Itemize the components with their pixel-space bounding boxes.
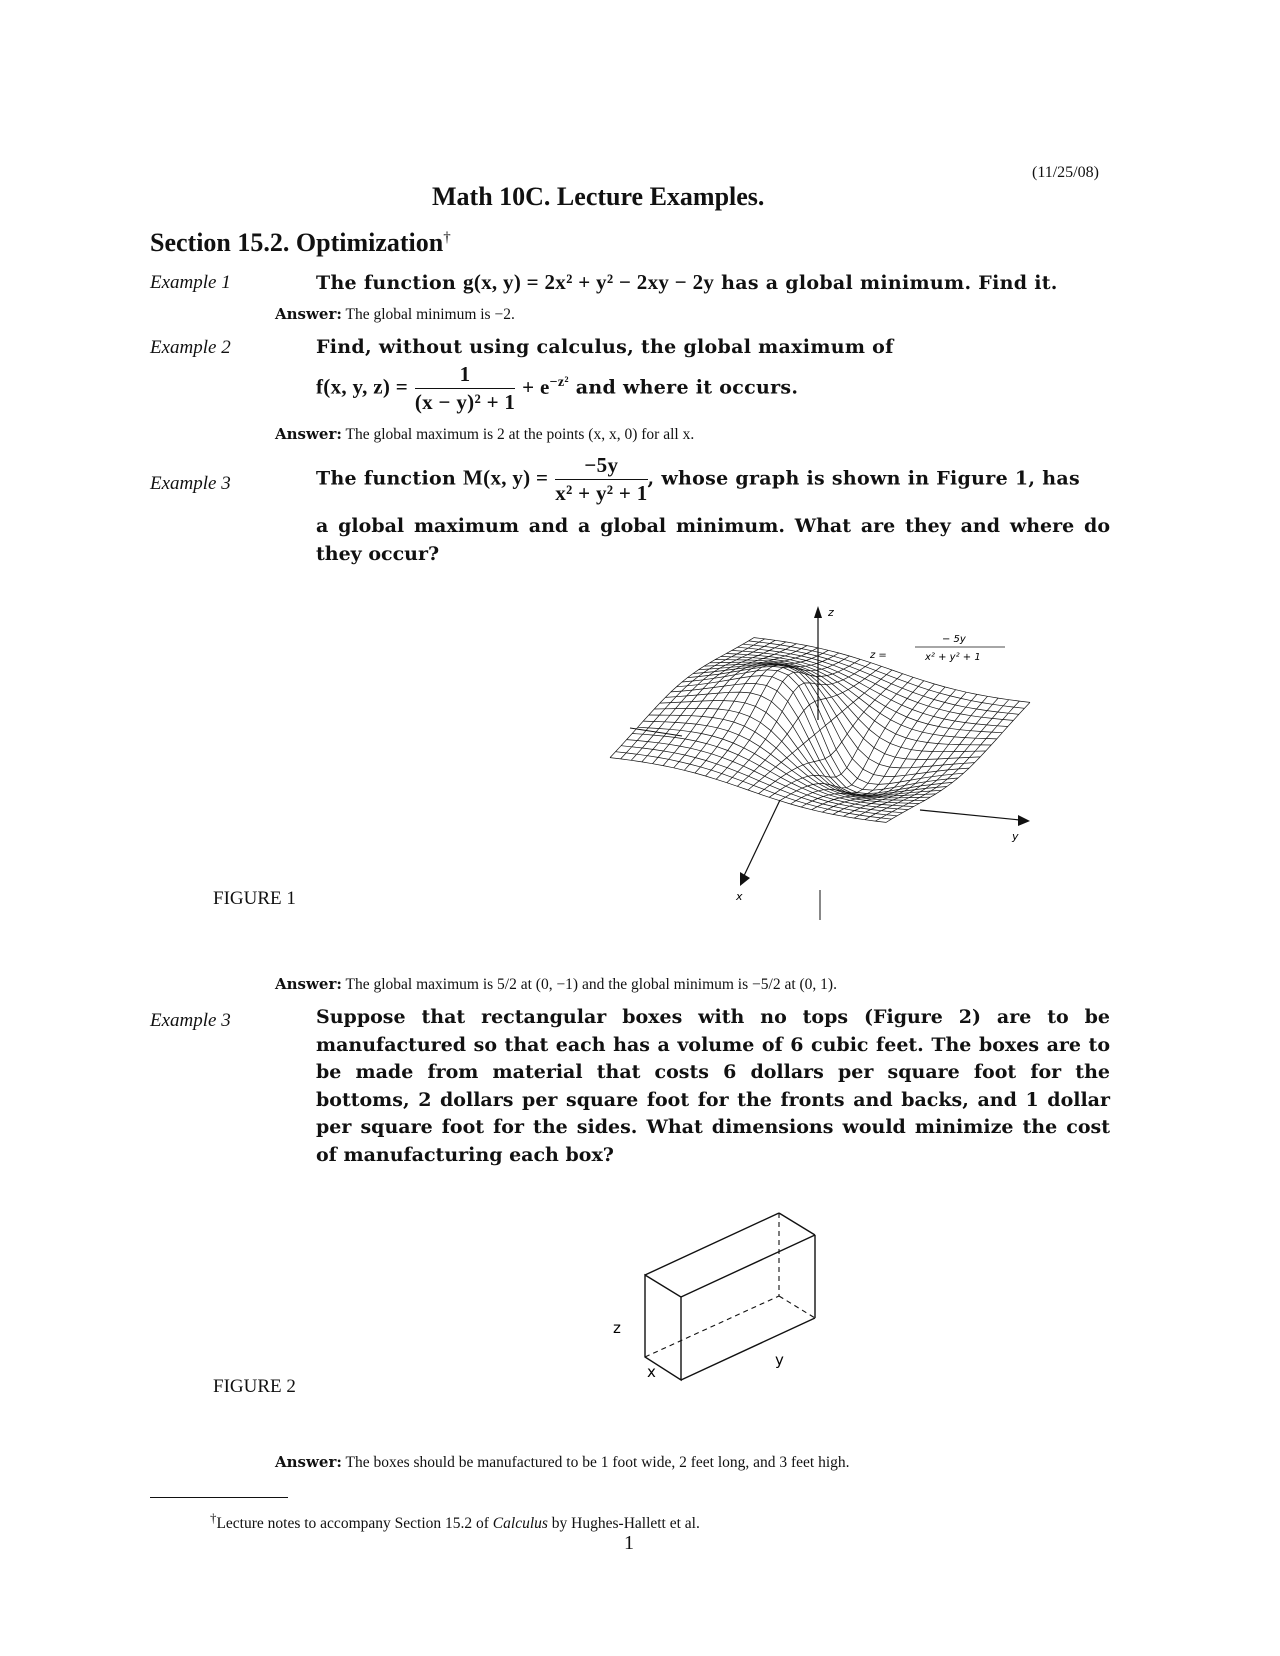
- box-x-label: x: [647, 1363, 656, 1381]
- footnote: [210, 1510, 700, 1533]
- example-1-text-after: has a global minimum. Find it.: [721, 272, 1058, 294]
- footnote-rule: [150, 1497, 288, 1498]
- footnote-before: Lecture notes to accompany Section 15.2 of: [216, 1515, 489, 1533]
- section-footnote-mark: †: [443, 229, 451, 246]
- example-1-answer: [275, 305, 515, 324]
- figure-2-label: FIGURE 2: [213, 1376, 296, 1397]
- box-top-right-edge: [779, 1213, 815, 1235]
- mesh-line-y: [791, 684, 935, 804]
- example-3-formula-line: [316, 453, 1080, 506]
- example-1-question: [316, 270, 1058, 295]
- example-3-continuation: a global maximum and a global minimum. What are they and where do they occur?: [316, 515, 1110, 565]
- example-2-formula-line: [316, 362, 798, 415]
- example-4-text: Suppose that rectangular boxes with no tops (Figure 2) are to be manufactured so that each has a volume of 6 cubic feet. The boxes are to be made from material that costs 6 dollars per square foot for the bottoms, 2 dollars per square foot for the fronts and backs, and 1 dollar per square foot for the sides. What dimensions would minimize the cost of manufacturing each box?: [316, 1006, 1110, 1166]
- y-axis: [920, 810, 1020, 820]
- mesh-line-y: [706, 656, 850, 776]
- mesh-line-y: [886, 702, 1030, 822]
- section-title: Section 15.2. Optimization: [150, 228, 444, 257]
- example-2-label: Example 2: [150, 337, 231, 358]
- example-2-answer: [275, 425, 694, 444]
- section-heading: [150, 228, 451, 258]
- box-y-label: y: [775, 1351, 784, 1369]
- answer-text: The global maximum is 5/2 at (0, −1) and the global minimum is −5/2 at (0, 1).: [345, 976, 837, 993]
- mesh-line-y: [642, 642, 786, 762]
- example-3-text-after: , whose graph is shown in Figure 1, has: [647, 467, 1080, 490]
- box-hidden-bottom-right: [779, 1296, 815, 1318]
- example-3-label: Example 3: [150, 473, 231, 494]
- example-4-label: Example 3: [150, 1010, 231, 1031]
- figure-1-surface-plot: [620, 600, 1040, 930]
- mesh-line-y: [854, 698, 998, 818]
- example-3-answer: [275, 975, 837, 994]
- fraction-denominator: (x − y)² + 1: [414, 390, 516, 414]
- mesh-line-y: [769, 677, 913, 797]
- x-axis-label: x: [736, 890, 743, 903]
- surface-eq-num: − 5y: [942, 634, 966, 645]
- example-3-lhs: M(x, y) =: [463, 465, 549, 490]
- example-3-fraction: [555, 453, 647, 506]
- box-top-front-edge: [645, 1213, 779, 1275]
- footnote-mark: †: [210, 1510, 217, 1525]
- example-2-text-after: and where it occurs.: [575, 376, 799, 399]
- exp-base: + e: [522, 374, 550, 399]
- example-1-formula: g(x, y) = 2x² + y² − 2xy − 2y: [463, 270, 715, 294]
- box-z-label: z: [613, 1319, 621, 1337]
- mesh-line-y: [727, 663, 871, 783]
- answer-label: Answer:: [275, 1453, 342, 1471]
- page-number: 1: [624, 1532, 634, 1554]
- example-2-lhs: f(x, y, z) =: [316, 374, 408, 399]
- answer-text: The global minimum is −2.: [345, 306, 515, 323]
- z-axis-arrow: [814, 606, 822, 618]
- answer-label: Answer:: [275, 975, 342, 993]
- surface-eq-lhs: z =: [870, 650, 887, 661]
- answer-text: The global maximum is 2 at the points (x, x, 0) for all x.: [345, 426, 695, 443]
- x-axis: [742, 800, 780, 880]
- mesh-line-y: [610, 638, 754, 758]
- page-title: Math 10C. Lecture Examples.: [432, 182, 765, 211]
- footnote-after: by Hughes-Hallett et al.: [551, 1515, 700, 1533]
- figure-2-box-diagram: [615, 1205, 855, 1385]
- date: (11/25/08): [1032, 164, 1099, 181]
- footnote-book: Calculus: [492, 1515, 548, 1533]
- example-3-text-before: The function: [316, 467, 457, 490]
- surface-mesh: [610, 638, 1030, 823]
- answer-label: Answer:: [275, 425, 342, 443]
- fraction-numerator: −5y: [555, 453, 647, 480]
- answer-text: The boxes should be manufactured to be 1 foot wide, 2 feet long, and 3 feet high.: [345, 1454, 850, 1471]
- box-top-near-edge: [681, 1235, 815, 1297]
- y-axis-arrow: [1018, 815, 1030, 826]
- box-hidden-bottom-back: [645, 1296, 779, 1357]
- example-2-exp-term: [522, 375, 569, 399]
- fraction-denominator: x² + y² + 1: [555, 481, 648, 505]
- figure-1-label: FIGURE 1: [213, 888, 296, 909]
- fraction-numerator: 1: [415, 362, 515, 389]
- example-1-text-before: The function: [316, 272, 457, 294]
- box-bottom-near-edge: [681, 1318, 815, 1380]
- example-2-line1: Find, without using calculus, the global maximum of: [316, 336, 894, 358]
- z-axis-label: z: [828, 606, 834, 619]
- exp-power: −z²: [549, 374, 569, 390]
- y-axis-label: y: [1012, 830, 1019, 843]
- surface-eq-den: x² + y² + 1: [925, 652, 981, 663]
- example-4-answer: [275, 1453, 850, 1472]
- example-2-fraction: [415, 362, 515, 415]
- answer-label: Answer:: [275, 305, 342, 323]
- example-1-label: Example 1: [150, 272, 231, 293]
